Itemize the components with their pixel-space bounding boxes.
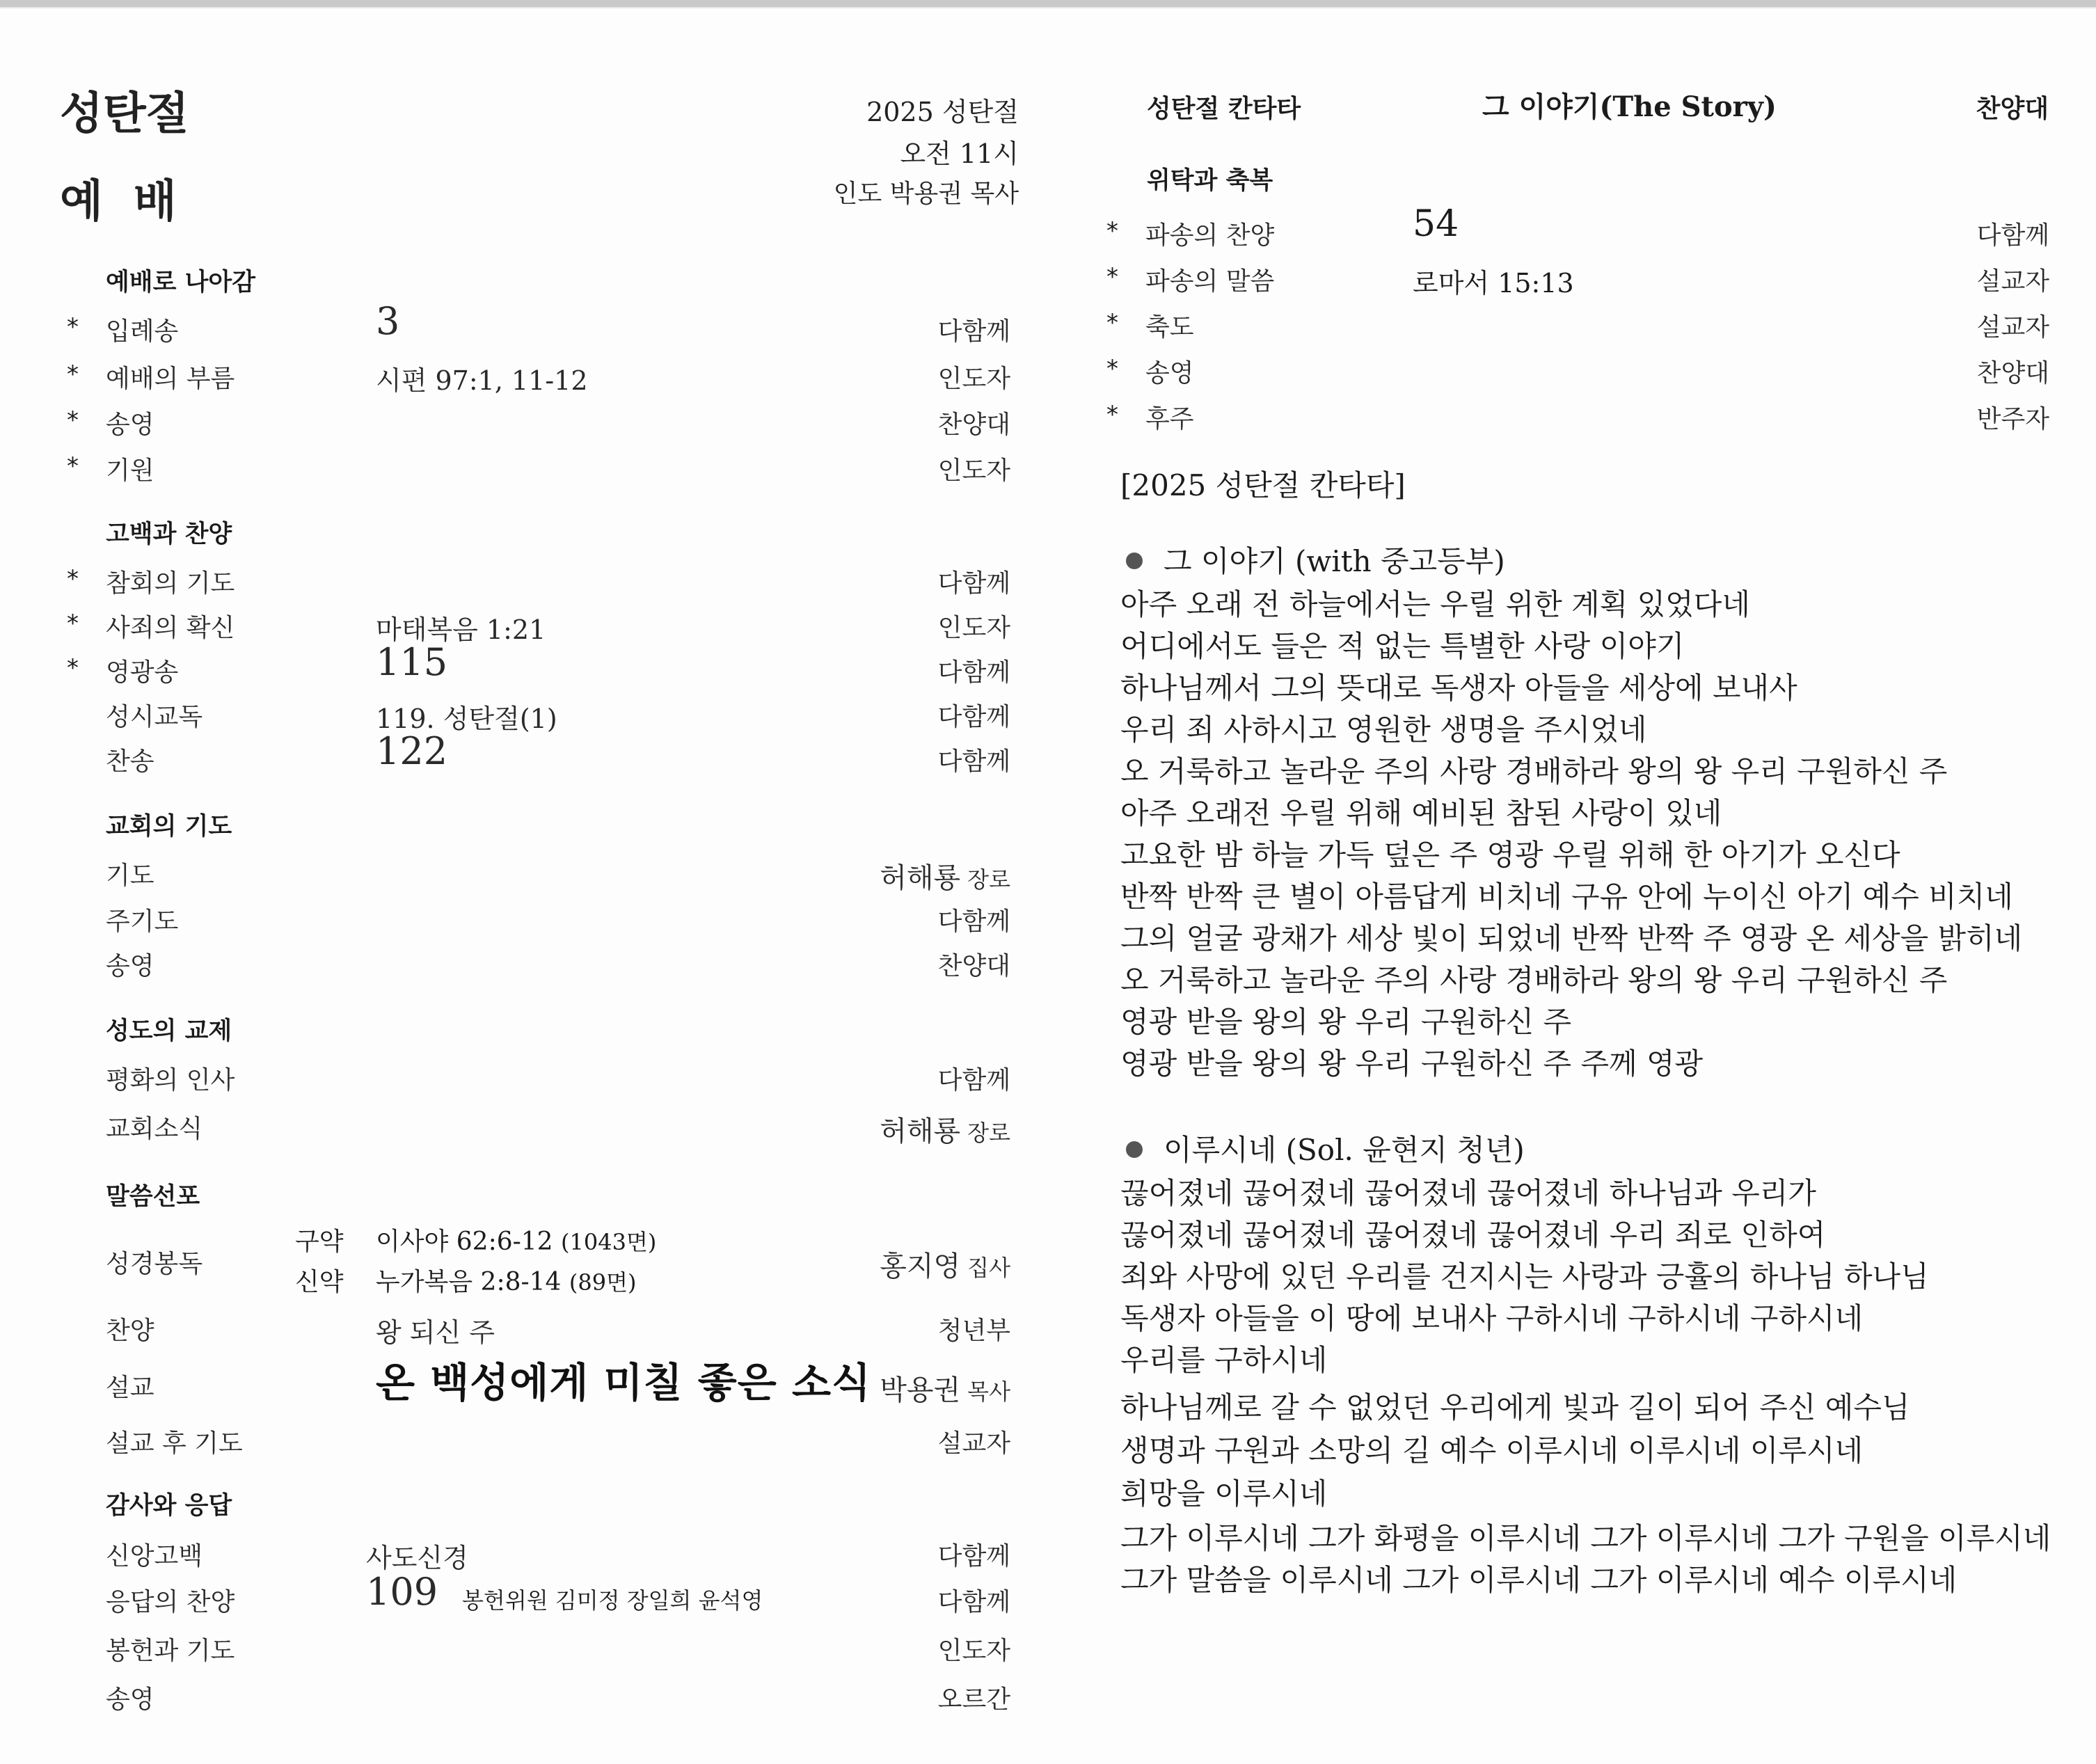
standing-mark: *	[67, 313, 79, 341]
order-leader: 찬양대	[937, 411, 1010, 439]
order-label: 축도	[1145, 313, 1194, 342]
order-row	[0, 353, 1030, 395]
section-heading-approach: 예배로 나아감	[106, 269, 256, 296]
leader-title: 집사	[967, 1255, 1010, 1281]
order-row	[0, 1055, 1030, 1097]
scripture-reference: 로마서 15:13	[1413, 268, 1574, 299]
order-row	[1106, 203, 2049, 252]
order-label: 사죄의 확신	[106, 614, 235, 642]
leader-name: 홍지영	[880, 1250, 961, 1282]
song-title-text: 그 이야기 (with 중고등부)	[1164, 544, 1505, 578]
hymn-number: 122	[376, 729, 448, 773]
order-row	[0, 558, 1030, 600]
bulletin-title-line1: 성탄절	[60, 88, 189, 140]
lyric-line: 끊어졌네 끊어졌네 끊어졌네 끊어졌네 우리 죄로 인하여	[1120, 1218, 1826, 1252]
order-leader: 설교자	[1976, 313, 2049, 342]
order-row	[0, 850, 1030, 892]
order-leader: 인도자	[937, 365, 1010, 393]
standing-mark: *	[1106, 263, 1118, 291]
new-testament-reading	[376, 1262, 637, 1298]
lyric-line: 아주 오래전 우릴 위해 예비된 참된 사랑이 있네	[1120, 796, 1722, 830]
order-leader: 다함께	[937, 317, 1010, 346]
order-row	[0, 640, 1030, 689]
order-row	[0, 445, 1030, 487]
order-leader: 인도자	[937, 614, 1010, 642]
order-row	[0, 399, 1030, 441]
lyric-line: 어디에서도 들은 적 없는 특별한 사랑 이야기	[1120, 629, 1685, 663]
scripture-reference: 이사야 62:6-12	[376, 1227, 553, 1256]
order-leader: 인도자	[937, 1637, 1010, 1665]
hymn-number: 3	[376, 299, 400, 343]
bullet-dot-icon	[1126, 1141, 1143, 1158]
lyric-line: 끊어졌네 끊어졌네 끊어졌네 끊어졌네 하나님과 우리가	[1120, 1176, 1816, 1210]
order-label: 파송의 찬양	[1145, 221, 1275, 250]
cantata-program-heading: [2025 성탄절 칸타타]	[1120, 468, 1406, 502]
order-leader	[880, 1244, 1010, 1284]
order-label: 송영	[106, 1685, 154, 1714]
order-leader	[880, 1368, 1010, 1408]
order-label: 예배의 부름	[106, 365, 235, 393]
scripture-reference: 누가복음 2:8-14	[376, 1268, 562, 1296]
order-leader: 반주자	[1976, 405, 2049, 434]
lyric-line: 오 거룩하고 놀라운 주의 사랑 경배하라 왕의 왕 우리 구원하신 주	[1120, 754, 1948, 788]
order-row	[0, 1104, 1030, 1145]
service-date: 2025 성탄절	[866, 97, 1019, 127]
new-testament-tag: 신약	[295, 1268, 344, 1296]
order-label: 성시교독	[106, 703, 203, 731]
leader-name: 허해룡	[880, 1115, 961, 1147]
section-heading-response: 감사와 응답	[106, 1492, 232, 1520]
order-label: 신앙고백	[106, 1542, 203, 1571]
order-leader: 찬양대	[937, 952, 1010, 980]
lyric-line: 하나님께서 그의 뜻대로 독생자 아들을 세상에 보내사	[1120, 671, 1797, 705]
lyric-line: 고요한 밤 하늘 가득 덮은 주 영광 우릴 위해 한 아기가 오신다	[1120, 838, 1900, 872]
scripture-reference: 마태복음 1:21	[376, 614, 546, 645]
order-label: 영광송	[106, 658, 179, 687]
order-row	[0, 1305, 1030, 1347]
standing-mark: *	[67, 654, 79, 682]
leader-title: 장로	[967, 1120, 1010, 1146]
order-leader: 찬양대	[1976, 359, 2049, 388]
section-heading-prayer: 교회의 기도	[106, 813, 232, 841]
service-leader: 인도 박용권 목사	[833, 180, 1019, 208]
order-label: 후주	[1145, 405, 1194, 434]
order-leader: 다함께	[937, 1542, 1010, 1571]
order-leader: 다함께	[937, 907, 1010, 936]
order-leader: 청년부	[937, 1317, 1010, 1345]
lyric-line: 영광 받을 왕의 왕 우리 구원하신 주	[1120, 1005, 1572, 1039]
anthem-title: 왕 되신 주	[376, 1317, 495, 1348]
page-number: (89면)	[569, 1269, 637, 1296]
old-testament-tag: 구약	[295, 1227, 344, 1256]
bullet-dot-icon	[1126, 553, 1143, 569]
order-row	[0, 1531, 1030, 1573]
old-testament-reading	[376, 1222, 656, 1257]
lyric-line: 희망을 이루시네	[1120, 1477, 1328, 1511]
order-row	[0, 1626, 1030, 1667]
hymn-number: 109	[366, 1570, 438, 1614]
order-label: 평화의 인사	[106, 1066, 235, 1095]
lyric-line: 그가 말씀을 이루시네 그가 이루시네 그가 이루시네 예수 이루시네	[1120, 1563, 1958, 1597]
order-leader: 다함께	[937, 569, 1010, 598]
song-title	[1126, 539, 1505, 580]
order-row	[0, 1418, 1030, 1460]
lyric-line: 독생자 아들을 이 땅에 보내사 구하시네 구하시네 구하시네	[1120, 1301, 1864, 1335]
order-label: 찬송	[106, 747, 154, 776]
order-row	[1106, 394, 2049, 436]
section-heading-fellowship: 성도의 교제	[106, 1017, 232, 1045]
order-leader: 인도자	[937, 456, 1010, 485]
lyric-line: 죄와 사망에 있던 우리를 건지시는 사랑과 긍휼의 하나님 하나님	[1120, 1260, 1929, 1294]
order-label: 입례송	[106, 317, 179, 346]
order-leader: 다함께	[937, 747, 1010, 776]
order-row	[0, 1674, 1030, 1716]
hymn-number: 115	[376, 640, 448, 684]
order-label: 응답의 찬양	[106, 1588, 235, 1616]
lyric-line: 그의 얼굴 광채가 세상 빛이 되었네 반짝 반짝 주 영광 온 세상을 밝히네	[1120, 921, 2023, 955]
lyric-line: 우리 죄 사하시고 영원한 생명을 주시었네	[1120, 713, 1647, 747]
order-label: 기원	[106, 456, 154, 485]
standing-mark: *	[1106, 355, 1118, 383]
order-leader: 다함께	[937, 1588, 1010, 1616]
responsive-reading: 119. 성탄절(1)	[376, 704, 557, 734]
section-heading-sending: 위탁과 축복	[1147, 167, 1273, 195]
order-label: 참회의 기도	[106, 569, 235, 598]
order-label: 송영	[1145, 359, 1194, 388]
standing-mark: *	[67, 406, 79, 434]
order-leader: 설교자	[1976, 267, 2049, 296]
order-label: 설교	[106, 1374, 154, 1402]
scan-top-border	[0, 0, 2096, 7]
order-label: 찬양	[106, 1317, 154, 1345]
scan-top-border-shadow	[0, 7, 2096, 8]
leader-name: 허해룡	[880, 862, 961, 894]
order-label: 기도	[106, 861, 154, 890]
standing-mark: *	[1106, 217, 1118, 245]
order-leader	[880, 1109, 1010, 1149]
song-title-text: 이루시네 (Sol. 윤현지 청년)	[1164, 1133, 1525, 1167]
order-row	[0, 941, 1030, 983]
leader-name: 박용권	[880, 1374, 961, 1406]
standing-mark: *	[67, 360, 79, 388]
order-label: 송영	[106, 411, 154, 439]
lyric-line: 우리를 구하시네	[1120, 1343, 1328, 1377]
bulletin-title-line2: 예배	[60, 176, 207, 228]
lyric-line: 영광 받을 왕의 왕 우리 구원하신 주 주께 영광	[1120, 1047, 1704, 1081]
standing-mark: *	[67, 565, 79, 593]
order-label: 봉헌과 기도	[106, 1637, 235, 1665]
sermon-title: 온 백성에게 미칠 좋은 소식	[376, 1359, 872, 1406]
scripture-reference: 시편 97:1, 11-12	[376, 365, 588, 396]
order-label: 송영	[106, 952, 154, 980]
page-number: (1043면)	[561, 1229, 657, 1255]
lyric-line: 오 거룩하고 놀라운 주의 사랑 경배하라 왕의 왕 우리 구원하신 주	[1120, 963, 1948, 997]
offering-committee: 봉헌위원 김미정 장일희 윤석영	[462, 1587, 763, 1614]
order-row	[0, 603, 1030, 644]
order-leader: 다함께	[937, 703, 1010, 731]
cantata-title: 그 이야기(The Story)	[1482, 90, 1777, 123]
standing-mark: *	[67, 610, 79, 637]
standing-mark: *	[1106, 401, 1118, 429]
order-row	[0, 692, 1030, 733]
order-leader: 다함께	[937, 1066, 1010, 1095]
order-row	[1106, 302, 2049, 344]
cantata-label: 성탄절 칸타타	[1147, 95, 1301, 123]
order-label: 성경봉독	[106, 1250, 203, 1278]
order-row	[0, 299, 1030, 348]
order-label: 주기도	[106, 907, 179, 936]
standing-mark: *	[67, 452, 79, 480]
cantata-performer: 찬양대	[1976, 95, 2049, 123]
leader-title: 장로	[967, 866, 1010, 893]
order-row	[0, 896, 1030, 938]
hymn-number: 54	[1413, 203, 1459, 245]
order-leader: 오르간	[937, 1685, 1010, 1714]
song-title	[1126, 1127, 1525, 1169]
section-heading-confession: 고백과 찬양	[106, 521, 232, 548]
lyric-line: 하나님께로 갈 수 없었던 우리에게 빛과 길이 되어 주신 예수님	[1120, 1390, 1910, 1424]
creed-name: 사도신경	[366, 1543, 468, 1573]
order-row	[1106, 256, 2049, 298]
order-leader	[880, 856, 1010, 896]
section-heading-word: 말씀선포	[106, 1183, 200, 1211]
order-leader: 설교자	[937, 1429, 1010, 1458]
order-row	[1106, 348, 2049, 390]
order-label: 교회소식	[106, 1115, 203, 1143]
lyric-line: 그가 이루시네 그가 화평을 이루시네 그가 이루시네 그가 구원을 이루시네	[1120, 1521, 2051, 1555]
order-leader: 다함께	[1976, 221, 2049, 250]
standing-mark: *	[1106, 309, 1118, 337]
order-row	[0, 729, 1030, 778]
lyric-line: 생명과 구원과 소망의 길 예수 이루시네 이루시네 이루시네	[1120, 1433, 1864, 1468]
order-label: 파송의 말씀	[1145, 267, 1275, 296]
order-leader: 다함께	[937, 658, 1010, 687]
lyric-line: 아주 오래 전 하늘에서는 우릴 위한 계획 있었다네	[1120, 587, 1750, 621]
lyric-line: 반짝 반짝 큰 별이 아름답게 비치네 구유 안에 누이신 아기 예수 비치네	[1120, 880, 2013, 914]
leader-title: 목사	[967, 1378, 1010, 1405]
service-time: 오전 11시	[900, 138, 1019, 169]
order-label: 설교 후 기도	[106, 1429, 243, 1458]
